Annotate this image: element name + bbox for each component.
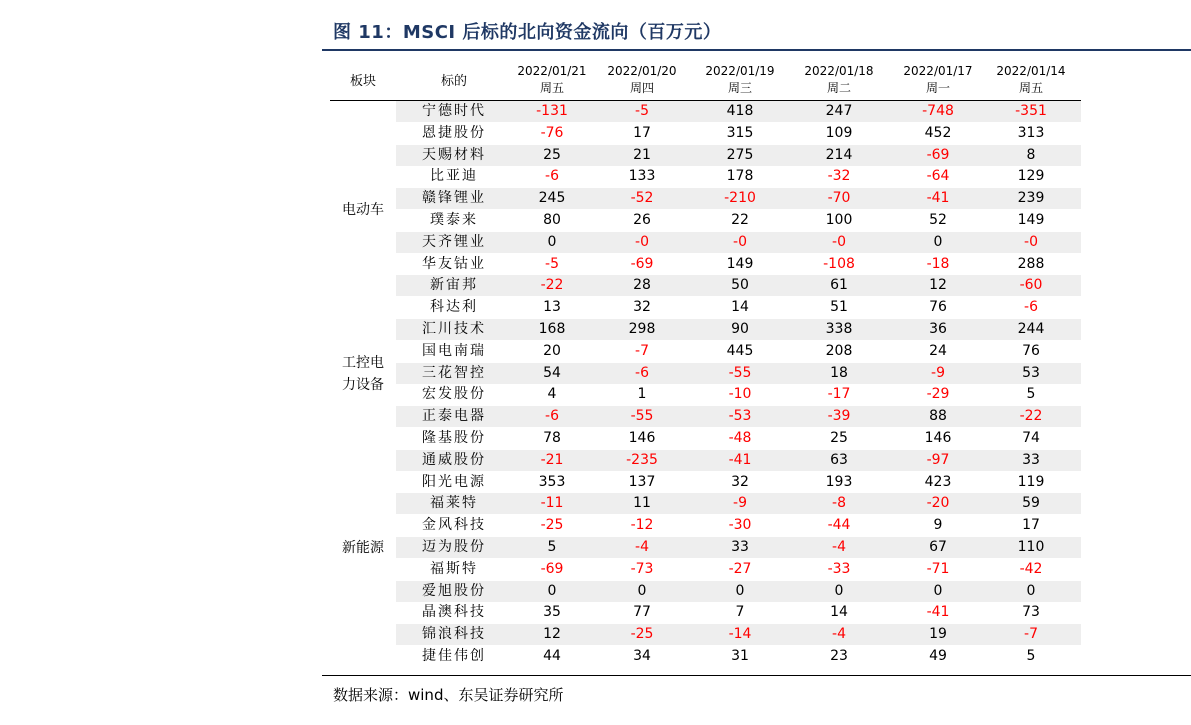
flow-value: -22	[540, 277, 564, 294]
flow-value: -44	[827, 517, 851, 534]
flow-value: -76	[540, 124, 564, 141]
flow-value: 0	[933, 582, 943, 599]
table-row	[396, 275, 1081, 296]
flow-value: 445	[726, 342, 754, 359]
flow-value: 0	[834, 582, 844, 599]
flow-value: 36	[929, 321, 947, 337]
flow-value: 119	[1017, 473, 1045, 490]
flow-value: -22	[1019, 408, 1043, 425]
flow-value: 88	[929, 408, 947, 425]
flow-value: -97	[926, 451, 950, 468]
stock-name: 新宙邦	[430, 277, 478, 294]
table-row	[396, 559, 1081, 580]
flow-value: 32	[633, 299, 651, 316]
flow-value: -69	[926, 146, 950, 163]
flow-value: -29	[926, 386, 950, 403]
flow-value: 418	[726, 103, 754, 119]
flow-value: -32	[827, 168, 851, 185]
table-row	[396, 384, 1081, 405]
flow-value: -14	[728, 626, 752, 643]
table-row	[396, 515, 1081, 536]
flow-value: 67	[929, 539, 947, 555]
flow-value: -55	[630, 408, 654, 425]
flow-value: -33	[827, 560, 851, 577]
table-row	[396, 341, 1081, 362]
flow-value: 146	[924, 430, 952, 446]
column-date: 2022/01/19	[705, 64, 775, 78]
flow-value: -7	[635, 342, 649, 359]
flow-value: -6	[545, 168, 559, 185]
column-header	[512, 63, 592, 97]
flow-value: 129	[1017, 168, 1045, 185]
flow-value: -39	[827, 408, 851, 425]
flow-value: 452	[924, 124, 952, 141]
flow-value: 178	[726, 168, 754, 185]
flow-value: -4	[832, 626, 846, 643]
flow-value: -20	[926, 495, 950, 512]
flow-value: -17	[827, 386, 851, 403]
flow-value: 214	[825, 146, 853, 163]
column-weekday: 周二	[826, 81, 851, 95]
flow-value: 59	[1022, 495, 1040, 512]
table-row	[396, 428, 1081, 449]
table-row	[396, 188, 1081, 209]
flow-value: 18	[830, 364, 848, 381]
flow-value: 90	[731, 321, 749, 337]
flow-value: -52	[630, 190, 654, 207]
flow-value: -235	[626, 451, 658, 468]
flow-value: 76	[1022, 342, 1040, 359]
column-weekday: 周五	[1018, 81, 1043, 95]
stock-name: 晶澳科技	[422, 604, 486, 621]
flow-value: 5	[1026, 648, 1036, 664]
sector-name: 电动车	[342, 202, 384, 218]
flow-value: 149	[726, 255, 754, 272]
stock-name: 恩捷股份	[422, 124, 486, 141]
flow-value: 24	[929, 342, 947, 359]
flow-value: 35	[543, 604, 561, 621]
flow-value: -9	[733, 495, 747, 512]
stock-name: 天赐材料	[422, 146, 486, 163]
flow-value: 7	[735, 604, 745, 621]
flow-value: 0	[735, 582, 745, 599]
stock-name: 比亚迪	[430, 168, 478, 185]
flow-value: 423	[924, 473, 952, 490]
flow-value: 21	[633, 146, 651, 163]
flow-value: -351	[1015, 103, 1047, 119]
sector-label	[330, 101, 396, 319]
stock-name: 三花智控	[422, 364, 486, 381]
flow-value: -42	[1019, 560, 1043, 577]
stock-name: 宁德时代	[422, 103, 486, 119]
table-row	[396, 145, 1081, 166]
flow-value: 12	[929, 277, 947, 294]
flow-value: 54	[543, 364, 561, 381]
flow-value: 22	[731, 212, 749, 228]
flow-value: 19	[929, 626, 947, 643]
flow-value: -6	[545, 408, 559, 425]
flow-value: 14	[731, 299, 749, 316]
flow-value: -5	[545, 255, 559, 272]
flow-value: 53	[1022, 364, 1040, 381]
flow-value: -73	[630, 560, 654, 577]
column-header	[700, 63, 780, 97]
flow-value: 244	[1017, 321, 1045, 337]
flow-value: 338	[825, 321, 853, 337]
stock-name: 璞泰来	[430, 212, 478, 228]
flow-value: 20	[543, 342, 561, 359]
table-row	[396, 472, 1081, 493]
flow-value: 193	[825, 473, 853, 490]
stock-name: 锦浪科技	[422, 626, 486, 643]
flow-value: -6	[1024, 299, 1038, 316]
flow-value: -10	[728, 386, 752, 403]
top-rule	[322, 49, 1191, 51]
flow-value: 25	[543, 146, 561, 163]
table-row	[396, 123, 1081, 144]
flow-value: 17	[633, 124, 651, 141]
flow-value: 32	[731, 473, 749, 490]
table-row	[396, 537, 1081, 558]
column-weekday: 周一	[925, 81, 950, 95]
flow-value: -4	[832, 539, 846, 555]
flow-value: -748	[922, 103, 954, 119]
stock-name: 金风科技	[422, 517, 486, 534]
flow-value: -25	[630, 626, 654, 643]
stock-name: 科达利	[430, 299, 478, 316]
flow-value: 4	[547, 386, 557, 403]
flow-value: -12	[630, 517, 654, 534]
header-stock: 标的	[440, 74, 467, 89]
table-row	[396, 406, 1081, 427]
flow-value: 50	[731, 277, 749, 294]
table-row	[396, 254, 1081, 275]
flow-value: -55	[728, 364, 752, 381]
stock-name: 通威股份	[422, 451, 486, 468]
flow-value: 9	[933, 517, 943, 534]
flow-value: 133	[628, 168, 656, 185]
flow-value: -5	[635, 103, 649, 119]
flow-value: 0	[547, 582, 557, 599]
flow-value: -41	[926, 190, 950, 207]
flow-value: -6	[635, 364, 649, 381]
stock-name: 华友钴业	[422, 255, 486, 272]
flow-value: 0	[1026, 582, 1036, 599]
flow-value: 247	[825, 103, 853, 119]
flow-value: 110	[1017, 539, 1045, 555]
flow-value: 78	[543, 430, 561, 446]
stock-name: 福斯特	[430, 560, 478, 577]
flow-value: -18	[926, 255, 950, 272]
table-row	[396, 210, 1081, 231]
table-row	[396, 363, 1081, 384]
flow-value: 239	[1017, 190, 1045, 207]
flow-value: 13	[543, 299, 561, 316]
column-header	[991, 63, 1071, 97]
flow-value: -69	[630, 255, 654, 272]
flow-value: 168	[538, 321, 566, 337]
flow-value: 26	[633, 212, 651, 228]
figure-title: 图 11：MSCI 后标的北向资金流向（百万元）	[333, 22, 722, 43]
table-row	[396, 646, 1081, 667]
flow-value: -210	[724, 190, 756, 207]
stock-name: 隆基股份	[422, 430, 486, 446]
flow-value: -30	[728, 517, 752, 534]
flow-value: 0	[933, 233, 943, 250]
flow-value: 288	[1017, 255, 1045, 272]
flow-value: 149	[1017, 212, 1045, 228]
bottom-rule	[322, 675, 1191, 676]
column-date: 2022/01/20	[607, 64, 677, 78]
stock-name: 阳光电源	[422, 473, 486, 490]
stock-name: 迈为股份	[422, 539, 486, 555]
sector-label	[330, 428, 396, 668]
flow-value: 14	[830, 604, 848, 621]
flow-value: 275	[726, 146, 754, 163]
sector-label	[330, 319, 396, 428]
flow-value: 52	[929, 212, 947, 228]
flow-value: 33	[731, 539, 749, 555]
flow-value: 28	[633, 277, 651, 294]
table-row	[396, 624, 1081, 645]
flow-value: -70	[827, 190, 851, 207]
flow-value: -64	[926, 168, 950, 185]
column-date: 2022/01/14	[996, 64, 1066, 78]
flow-value: 1	[637, 386, 647, 403]
flow-value: 0	[637, 582, 647, 599]
flow-value: -8	[832, 495, 846, 512]
flow-value: 61	[830, 277, 848, 294]
flow-value: -9	[931, 364, 945, 381]
flow-value: 5	[1026, 386, 1036, 403]
flow-value: 77	[633, 604, 651, 621]
column-date: 2022/01/18	[804, 64, 874, 78]
flow-value: -21	[540, 451, 564, 468]
flow-value: 208	[825, 342, 853, 359]
flow-value: 146	[628, 430, 656, 446]
flow-value: -131	[536, 103, 568, 119]
flow-value: -0	[832, 233, 846, 250]
flow-value: 353	[538, 473, 566, 490]
flow-value: -0	[635, 233, 649, 250]
column-header	[898, 63, 978, 97]
flow-value: 245	[538, 190, 566, 207]
flow-value: 33	[1022, 451, 1040, 468]
column-weekday: 周五	[539, 81, 564, 95]
column-weekday: 周三	[727, 81, 752, 95]
flow-value: 8	[1026, 146, 1036, 163]
stock-name: 天齐锂业	[422, 233, 486, 250]
flow-value: 109	[825, 124, 853, 141]
column-date: 2022/01/17	[903, 64, 973, 78]
flow-value: 73	[1022, 604, 1040, 621]
source-note: 数据来源：wind、东吴证券研究所	[333, 686, 564, 704]
flow-value: -60	[1019, 277, 1043, 294]
sector-name: 工控电 力设备	[342, 354, 384, 393]
flow-value: 74	[1022, 430, 1040, 446]
table-row	[396, 450, 1081, 471]
flow-value: 63	[830, 451, 848, 468]
flow-value: 11	[633, 495, 651, 512]
table-row	[396, 101, 1081, 122]
flow-value: 315	[726, 124, 754, 141]
flow-value: 100	[825, 212, 853, 228]
column-date: 2022/01/21	[517, 64, 587, 78]
column-header	[799, 63, 879, 97]
stock-name: 爱旭股份	[422, 582, 486, 599]
stock-name: 国电南瑞	[422, 342, 486, 359]
flow-value: -108	[823, 255, 855, 272]
stock-name: 捷佳伟创	[422, 648, 486, 664]
flow-value: 313	[1017, 124, 1045, 141]
flow-value: -11	[540, 495, 564, 512]
flow-value: -0	[733, 233, 747, 250]
column-header	[602, 63, 682, 97]
flow-value: 31	[731, 648, 749, 664]
column-weekday: 周四	[629, 81, 654, 95]
flow-value: -0	[1024, 233, 1038, 250]
flow-value: 12	[543, 626, 561, 643]
flow-value: 137	[628, 473, 656, 490]
flow-value: -25	[540, 517, 564, 534]
flow-value: 17	[1022, 517, 1040, 534]
stock-name: 福莱特	[430, 495, 478, 512]
flow-value: 298	[628, 321, 656, 337]
flow-value: 25	[830, 430, 848, 446]
flow-value: -41	[728, 451, 752, 468]
flow-value: -53	[728, 408, 752, 425]
flow-value: -7	[1024, 626, 1038, 643]
stock-name: 汇川技术	[422, 321, 486, 337]
flow-value: -71	[926, 560, 950, 577]
table-row	[396, 232, 1081, 253]
flow-value: 0	[547, 233, 557, 250]
stock-name: 宏发股份	[422, 386, 486, 403]
table-row	[396, 493, 1081, 514]
flow-value: -41	[926, 604, 950, 621]
table-row	[396, 166, 1081, 187]
table-row	[396, 581, 1081, 602]
flow-value: -48	[728, 430, 752, 446]
table-row	[396, 319, 1081, 340]
sector-name: 新能源	[342, 539, 384, 556]
flow-value: 34	[633, 648, 651, 664]
flow-value: 76	[929, 299, 947, 316]
table-row	[396, 297, 1081, 318]
flow-value: -27	[728, 560, 752, 577]
stock-name: 赣锋锂业	[422, 190, 486, 207]
flow-value: 44	[543, 648, 561, 664]
flow-value: -4	[635, 539, 649, 555]
table-row	[396, 602, 1081, 623]
header-sector: 板块	[349, 74, 376, 89]
flow-value: 80	[543, 212, 561, 228]
flow-value: -69	[540, 560, 564, 577]
flow-value: 49	[929, 648, 947, 664]
flow-value: 51	[830, 299, 848, 316]
stock-name: 正泰电器	[422, 408, 486, 425]
flow-value: 23	[830, 648, 848, 664]
flow-value: 5	[547, 539, 557, 555]
